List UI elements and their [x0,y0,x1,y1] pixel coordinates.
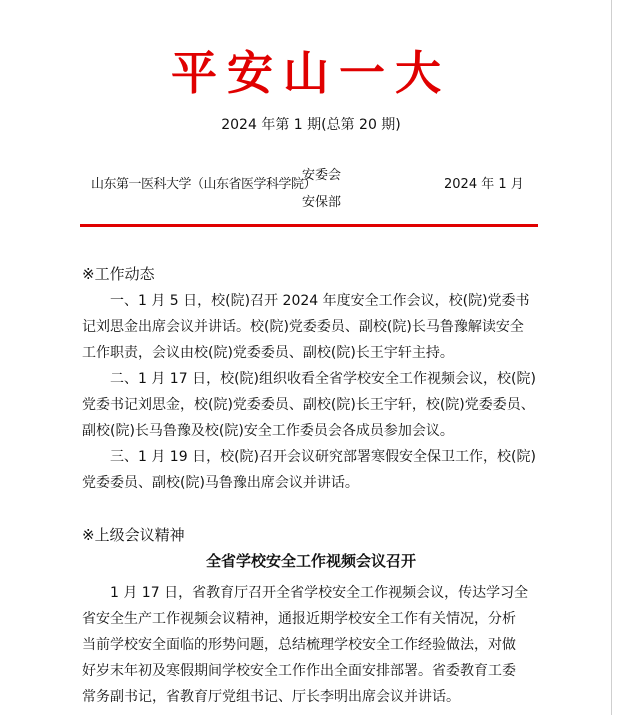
paragraph-1 [82,288,540,366]
paragraph-line: 省安全生产工作视频会议精神，通报近期学校安全工作有关情况，分析 [82,611,516,627]
paragraph-line: 党委书记刘思金，校(院)党委委员、副校(院)长王宇轩，校(院)党委委员、 [82,397,535,413]
section-heading-work-news: ※工作动态 [82,265,155,283]
paragraph-line: 记刘思金出席会议并讲话。校(院)党委委员、副校(院)长马鲁豫解读安全 [82,319,524,335]
publisher-dept-2: 安保部 [302,195,342,210]
page-edge-line [611,0,612,715]
publisher-org: 山东第一医科大学（山东省医学科学院） [91,177,317,192]
publisher-dept-1: 安委会 [302,168,342,183]
paragraph-2 [82,366,540,444]
header-divider [80,224,538,227]
paragraph-line: 二、1 月 17 日，校(院)组织收看全省学校安全工作视频会议，校(院) [110,371,536,387]
paragraph-line: 当前学校安全面临的形势问题，总结梳理学校安全工作经验做法，对做 [82,637,516,653]
paragraph-line: 党委委员、副校(院)马鲁豫出席会议并讲话。 [82,475,359,491]
publisher-depts [302,162,341,216]
issue-number: 2024 年第 1 期(总第 20 期) [221,117,401,133]
article-title: 全省学校安全工作视频会议召开 [205,552,416,570]
section-heading-higher-meeting: ※上级会议精神 [82,526,185,544]
paragraph-line: 三、1 月 19 日，校(院)召开会议研究部署寒假安全保卫工作，校(院) [110,449,536,465]
masthead-title: 平安山一大 [171,46,451,100]
paragraph-line: 一、1 月 5 日，校(院)召开 2024 年度安全工作会议，校(院)党委书 [110,293,530,309]
paragraph-3 [82,444,540,496]
publish-date: 2024 年 1 月 [444,177,524,192]
paragraph-line: 常务副书记，省教育厅党组书记、厅长李明出席会议并讲话。 [82,689,460,705]
paragraph-4 [82,580,540,710]
paragraph-line: 工作职责，会议由校(院)党委委员、副校(院)长王宇轩主持。 [82,345,454,361]
paragraph-line: 好岁末年初及寒假期间学校安全工作作出全面安排部署。省委教育工委 [82,663,516,679]
paragraph-line: 副校(院)长马鲁豫及校(院)安全工作委员会各成员参加会议。 [82,423,454,439]
paragraph-line: 1 月 17 日，省教育厅召开全省学校安全工作视频会议，传达学习全 [110,585,529,601]
